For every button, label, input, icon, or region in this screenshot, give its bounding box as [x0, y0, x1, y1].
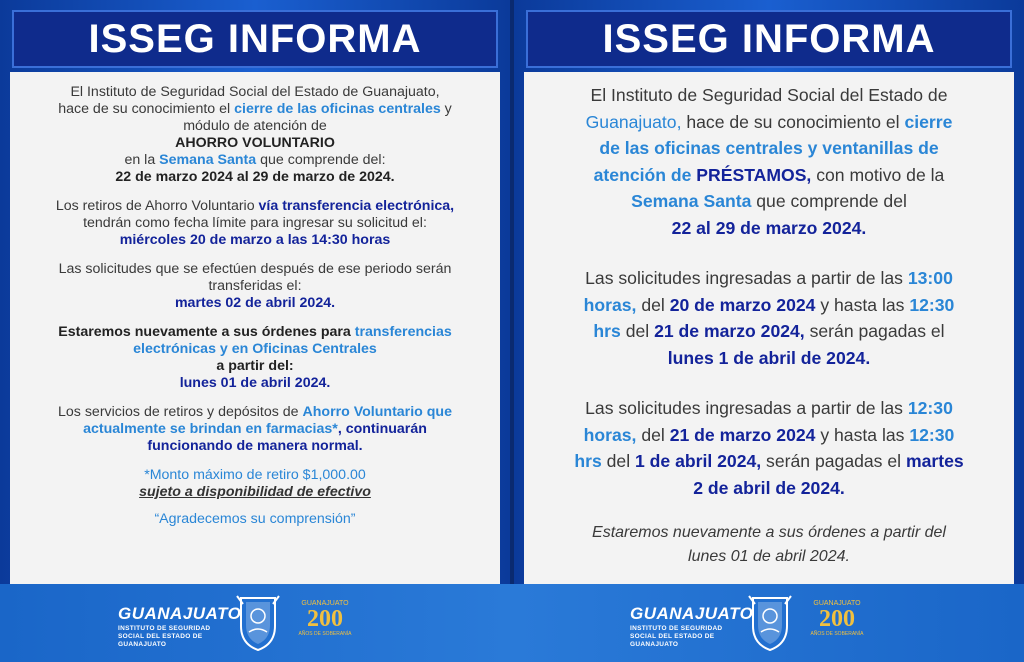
left-p4-l3: a partir del: — [216, 358, 294, 374]
left-p1-l3: módulo de atención de — [183, 118, 327, 134]
right-p3-l1b: 12:30 — [907, 398, 953, 418]
right-p1-l2a: Guanajuato, — [585, 111, 682, 132]
left-p1-l6: 22 de marzo 2024 al 29 de marzo de 2024. — [115, 169, 395, 185]
left-p2-l1b: vía transferencia electrónica, — [258, 198, 455, 214]
right-p2-l2b: del — [636, 294, 670, 315]
right-header-title: ISSEG INFORMA — [526, 10, 1012, 68]
right-p3-l2d: y hasta las — [815, 424, 910, 445]
left-p5 — [10, 404, 500, 455]
right-p3-l3c: 1 de abril 2024, — [635, 451, 762, 471]
left-p3-l1: Las solicitudes que se efectúen después de ese periodo serán — [58, 261, 452, 277]
left-p1-l2c: y — [440, 101, 452, 117]
bicentennial-logo — [294, 600, 356, 650]
right-p3-l2b: del — [636, 424, 670, 445]
footer-bar — [0, 584, 1024, 662]
left-header-title: ISSEG INFORMA — [12, 10, 498, 68]
right-p1 — [524, 82, 1014, 241]
guanajuato-wordmark: GUANAJUATO — [630, 604, 754, 623]
right-p2-l2a: horas, — [583, 294, 637, 315]
left-p1-l5a: en la — [124, 152, 160, 168]
left-p4-l4: lunes 01 de abril 2024. — [179, 375, 331, 391]
right-p4-l1: Estaremos nuevamente a sus órdenes a partir del — [592, 524, 946, 541]
right-p1-l4b: PRÉSTAMOS, — [696, 164, 812, 185]
right-p2-l2e: 12:30 — [909, 294, 955, 315]
right-p3-l2e: 12:30 — [909, 424, 955, 445]
left-p3-l2: transferidas el: — [208, 278, 302, 294]
right-p1-l5a: Semana Santa — [631, 191, 752, 211]
bicent-bottom-text: AÑOS DE SOBERANÍA — [298, 631, 352, 637]
isseg-subtitle: INSTITUTO DE SEGURIDAD SOCIAL DEL ESTADO DE GUANAJUATO — [118, 625, 211, 648]
left-p1-l4: AHORRO VOLUNTARIO — [175, 135, 335, 151]
left-p5-l2a: actualmente se brindan en farmacias* — [83, 421, 338, 437]
right-p3-l1a: Las solicitudes ingresadas a partir de las — [585, 398, 908, 418]
left-p2-l2: tendrán como fecha límite para ingresar su solicitud el: — [83, 215, 427, 231]
right-p1-l2c: cierre — [904, 111, 953, 132]
left-p5-l1a: Los servicios de retiros y depósitos de — [58, 404, 303, 420]
left-p4-l1b: transferencias — [354, 324, 452, 340]
guanajuato-wordmark: GUANAJUATO — [118, 604, 242, 623]
right-p1-l4a: atención de — [593, 164, 697, 185]
left-thanks — [10, 511, 500, 528]
left-note-max: *Monto máximo de retiro $1,000.00 — [144, 467, 366, 483]
right-p2-l1b: 13:00 — [907, 268, 953, 288]
bicent-year: 200 — [819, 606, 855, 632]
right-p2-l3a: hrs — [593, 321, 621, 341]
left-notice-card — [10, 72, 500, 584]
left-p5-l3: funcionando de manera normal. — [147, 438, 363, 454]
right-p2-l4: lunes 1 de abril de 2024. — [667, 347, 871, 368]
coat-of-arms-icon — [747, 592, 793, 652]
left-p1-l1: El Instituto de Seguridad Social del Estado de Guanajuato, — [70, 84, 440, 100]
left-p1 — [10, 84, 500, 186]
coat-of-arms-icon — [235, 592, 281, 652]
isseg-subtitle: INSTITUTO DE SEGURIDAD SOCIAL DEL ESTADO DE GUANAJUATO — [630, 625, 723, 648]
left-p1-l5b: Semana Santa — [159, 152, 257, 168]
left-p1-l2b: cierre de las oficinas centrales — [234, 101, 441, 117]
right-p2-l2d: y hasta las — [815, 294, 910, 315]
right-p3-l2a: horas, — [583, 424, 637, 445]
right-p2 — [524, 265, 1014, 371]
left-p5-l2b: , continuarán — [337, 421, 427, 437]
right-p3 — [524, 395, 1014, 501]
bicent-year: 200 — [307, 606, 343, 632]
right-p2-l3c: 21 de marzo 2024, — [654, 321, 805, 341]
right-p1-l2b: hace de su conocimiento el — [681, 111, 905, 132]
left-p3 — [10, 261, 500, 312]
right-p4 — [524, 521, 1014, 569]
right-p3-l3a: hrs — [574, 451, 602, 471]
right-p1-l4c: con motivo de la — [811, 164, 945, 185]
right-p2-l1a: Las solicitudes ingresadas a partir de las — [585, 268, 908, 288]
right-p2-l3d: serán pagadas el — [804, 321, 945, 341]
left-p4-l2: electrónicas y en Oficinas Centrales — [133, 341, 377, 357]
left-notice-panel — [0, 0, 510, 584]
right-p3-l2c: 21 de marzo 2024 — [669, 424, 816, 445]
left-note — [10, 467, 500, 501]
left-thanks-text: “Agradecemos su comprensión” — [154, 511, 356, 527]
right-p3-l3e: martes — [905, 451, 964, 471]
left-p1-l2a: hace de su conocimiento el — [58, 101, 235, 117]
right-p2-l2c: 20 de marzo 2024 — [669, 294, 816, 315]
left-p2 — [10, 198, 500, 249]
left-p4-l1a: Estaremos nuevamente a sus órdenes para — [58, 324, 355, 340]
bicent-top-text: GUANAJUATO — [813, 600, 861, 607]
left-p4 — [10, 324, 500, 392]
right-p3-l3b: del — [601, 451, 635, 471]
right-notice-card — [524, 72, 1014, 584]
right-p3-l3d: serán pagadas el — [761, 451, 906, 471]
bicentennial-logo — [806, 600, 868, 650]
left-p3-l3: martes 02 de abril 2024. — [174, 295, 336, 311]
right-p1-l3: de las oficinas centrales y ventanillas de — [599, 138, 939, 158]
bicent-bottom-text: AÑOS DE SOBERANÍA — [810, 631, 864, 637]
left-p1-l5c: que comprende del: — [256, 152, 386, 168]
left-p5-l1b: Ahorro Voluntario que — [302, 404, 452, 420]
right-p3-l4: 2 de abril de 2024. — [693, 477, 845, 498]
right-p2-l3b: del — [620, 321, 655, 341]
right-notice-panel — [514, 0, 1024, 584]
left-note-availability: sujeto a disponibilidad de efectivo — [139, 484, 371, 500]
left-p2-l3: miércoles 20 de marzo a las 14:30 horas — [119, 232, 391, 248]
right-p4-l2: lunes 01 de abril 2024. — [688, 548, 850, 565]
right-p1-l1: El Instituto de Seguridad Social del Estado de — [590, 85, 948, 105]
right-p1-l5b: que comprende del — [751, 191, 907, 211]
right-p1-l6: 22 al 29 de marzo 2024. — [671, 217, 867, 238]
left-p2-l1a: Los retiros de Ahorro Voluntario — [55, 198, 259, 214]
bicent-top-text: GUANAJUATO — [301, 600, 349, 607]
